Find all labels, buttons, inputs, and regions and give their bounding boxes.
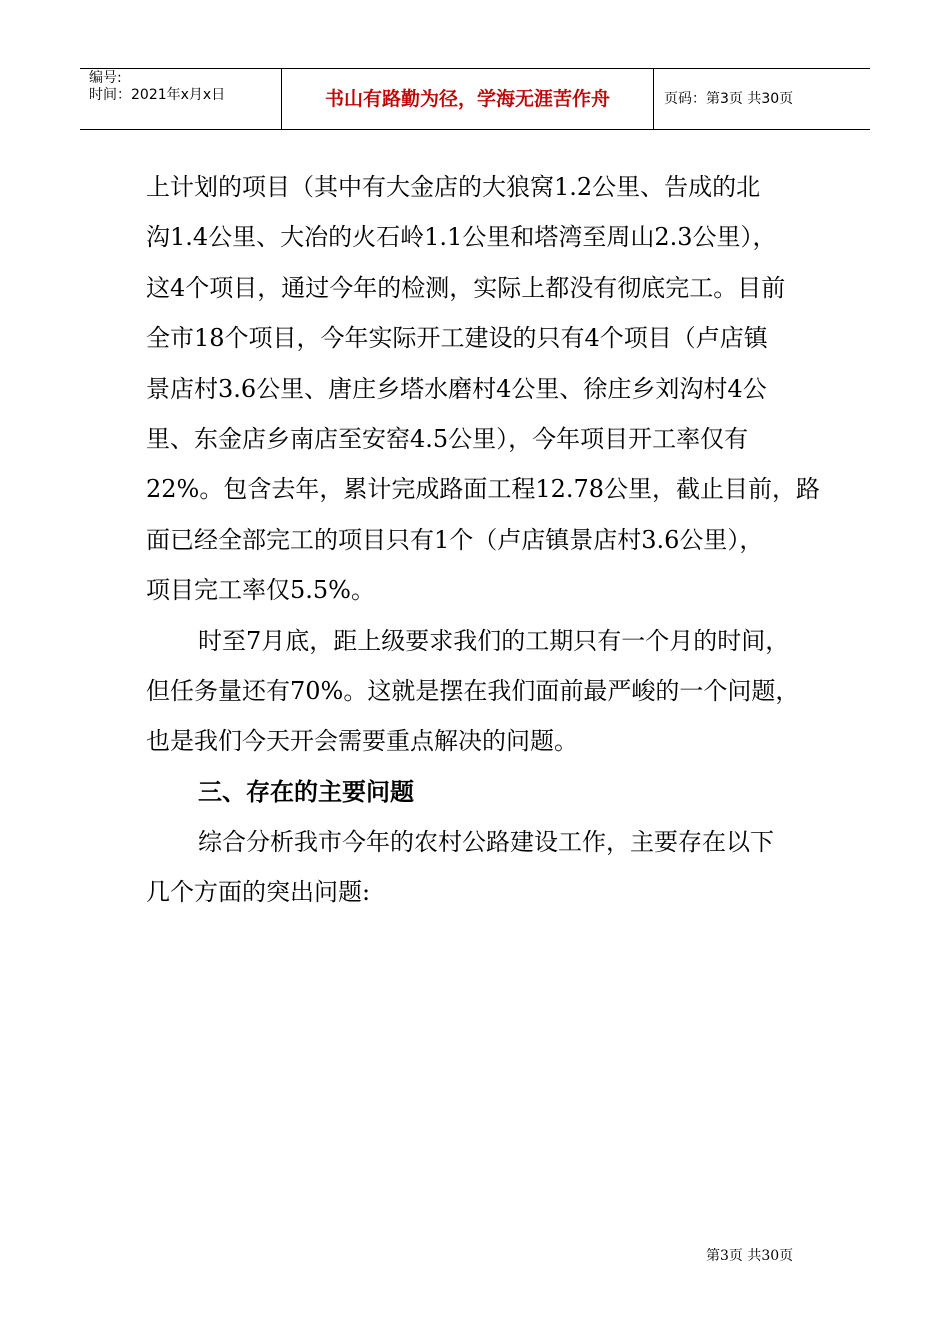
header-meta bbox=[80, 69, 281, 129]
header-page-info: 页码：第3页 共30页 bbox=[664, 91, 794, 107]
page-footer: 第3页 共30页 bbox=[706, 1248, 794, 1264]
body-line: 里、东金店乡南店至安窑4.5公里），今年项目开工率仅有 bbox=[146, 424, 749, 453]
section-heading: 三、存在的主要问题 bbox=[198, 777, 414, 806]
document-body bbox=[146, 162, 826, 918]
body-line: 上计划的项目（其中有大金店的大狼窝1.2公里、告成的北 bbox=[146, 173, 761, 201]
page-header bbox=[80, 68, 870, 130]
document-number-label: 编号: bbox=[89, 70, 122, 86]
document-date: 时间：2021年x月x日 bbox=[89, 87, 226, 103]
body-line: 但任务量还有70%。这就是摆在我们面前最严峻的一个问题， bbox=[146, 676, 800, 705]
body-line: 景店村3.6公里、唐庄乡塔水磨村4公里、徐庄乡刘沟村4公 bbox=[146, 374, 767, 403]
body-line: 也是我们今天开会需要重点解决的问题。 bbox=[146, 727, 578, 756]
body-line: 22%。包含去年，累计完成路面工程12.78公里，截止目前，路 bbox=[146, 475, 821, 504]
body-line: 沟1.4公里、大冶的火石岭1.1公里和塔湾至周山2.3公里）， bbox=[146, 223, 777, 252]
body-line: 全市18个项目，今年实际开工建设的只有4个项目（卢店镇 bbox=[146, 324, 768, 353]
body-line: 几个方面的突出问题: bbox=[146, 878, 371, 907]
body-line: 面已经全部完工的项目只有1个（卢店镇景店村3.6公里）， bbox=[146, 525, 764, 554]
body-line: 这4个项目，通过今年的检测，实际上都没有彻底完工。目前 bbox=[146, 273, 786, 302]
body-line: 项目完工率仅5.5%。 bbox=[146, 576, 375, 605]
paragraph-start-line: 时至7月底，距上级要求我们的工期只有一个月的时间， bbox=[198, 626, 790, 655]
header-motto: 书山有路勤为径，学海无涯苦作舟 bbox=[281, 69, 654, 129]
paragraph-start-line: 综合分析我市今年的农村公路建设工作，主要存在以下 bbox=[198, 828, 774, 857]
